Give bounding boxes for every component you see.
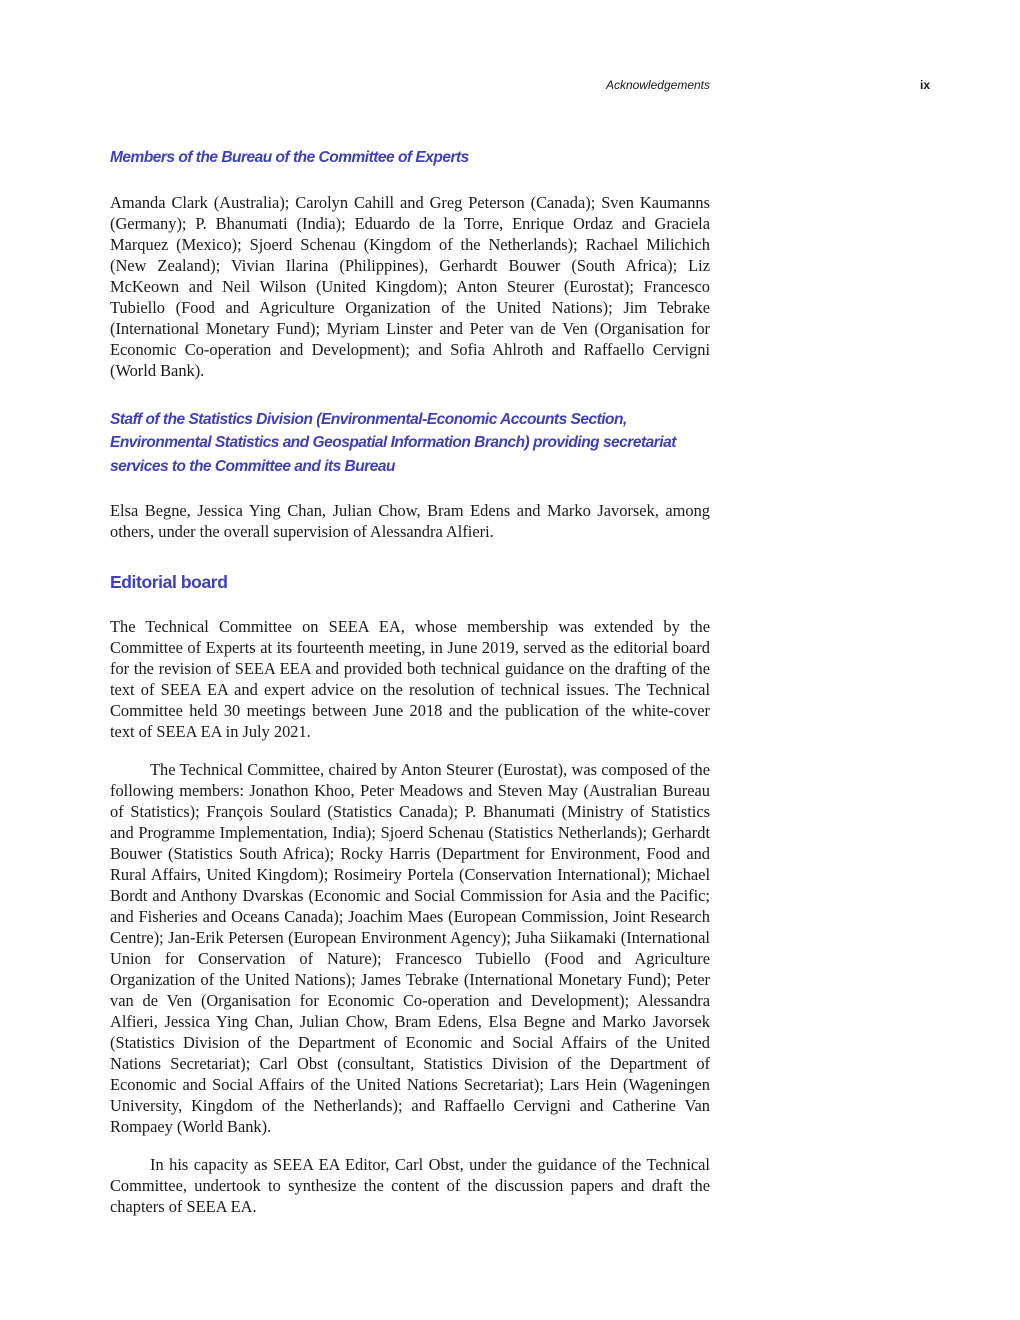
bureau-heading: Members of the Bureau of the Committee of Experts: [110, 149, 469, 166]
editorial-board-paragraph-2: The Technical Committee, chaired by Anton Steurer (Eurostat), was composed of the following members: Jonathon Khoo, Peter Meadows and Steven May (Australian Bureau of Statistics); François Soulard (Statistics Canada); P. Bhanumati (Ministry of Statistics and Programme Implementation, India); Sjoerd Schenau (Statistics Netherlands); Gerhardt Bouwer (Statistics South Africa); Rocky Harris (Department for Environment, Food and Rural Affairs, United Kingdom); Rosimeiry Portela (Conservation International); Michael Bordt and Anthony Dvarskas (Economic and Social Commission for Asia and the Pacific; and Fisheries and Oceans Canada); Joachim Maes (European Commission, Joint Research Centre); Jan-Erik Petersen (European Environment Agency); Juha Siikamaki (International Union for Conservation of Nature); Francesco Tubiello (Food and Agriculture Organization of the United Nations); James Tebrake (International Monetary Fund); Peter van de Ven (Organisation for Economic Co-operation and Development); Alessandra Alfieri, Jessica Ying Chan, Julian Chow, Bram Edens, Elsa Begne and Marko Javorsek (Statistics Division of the Department of Economic and Social Affairs of the United Nations Secretariat); Carl Obst (consultant, Statistics Division of the Department of Economic and Social Affairs of the United Nations Secretariat); Lars Hein (Wageningen University, Kingdom of the Netherlands); and Raffaello Cervigni and Catherine Van Rompaey (World Bank).: [110, 760, 710, 1136]
page-number: ix: [919, 78, 930, 92]
staff-paragraph: Elsa Begne, Jessica Ying Chan, Julian Chow, Bram Edens and Marko Javorsek, among others, under the overall supervision of Alessandra Alfieri.: [110, 501, 710, 541]
page-body: [110, 146, 710, 1217]
editorial-board-heading: Editorial board: [110, 572, 228, 592]
running-head: [0, 78, 1020, 96]
bureau-members-paragraph: Amanda Clark (Australia); Carolyn Cahill and Greg Peterson (Canada); Sven Kaumanns (Germany); P. Bhanumati (India); Eduardo de la Torre, Enrique Ordaz and Graciela Marquez (Mexico); Sjoerd Schenau (Kingdom of the Netherlands); Rachael Milichich (New Zealand); Vivian Ilarina (Philippines), Gerhardt Bouwer (South Africa); Liz McKeown and Neil Wilson (United Kingdom); Anton Steurer (Eurostat); Francesco Tubiello (Food and Agriculture Organization of the United Nations); Jim Tebrake (International Monetary Fund); Myriam Linster and Peter van de Ven (Organisation for Economic Co-operation and Development); and Sofia Ahlroth and Raffaello Cervigni (World Bank).: [110, 192, 710, 380]
editorial-board-paragraph-1: The Technical Committee on SEEA EA, whose membership was extended by the Committee of Experts at its fourteenth meeting, in June 2019, served as the editorial board for the revision of SEEA EEA and provided both technical guidance on the drafting of the text of SEEA EA and expert advice on the resolution of technical issues. The Technical Committee held 30 meetings between June 2018 and the publication of the white-cover text of SEEA EA in July 2021.: [110, 617, 710, 741]
editorial-board-paragraph-3: In his capacity as SEEA EA Editor, Carl Obst, under the guidance of the Technical Committee, undertook to synthesize the content of the discussion papers and draft the chapters of SEEA EA.: [110, 1155, 710, 1216]
staff-heading: Staff of the Statistics Division (Environmental-Economic Accounts Section, Environmental Statistics and Geospatial Information Branch) providing secretariat services to the Committee and its Bureau: [110, 410, 676, 475]
running-title: Acknowledgements: [605, 78, 710, 92]
